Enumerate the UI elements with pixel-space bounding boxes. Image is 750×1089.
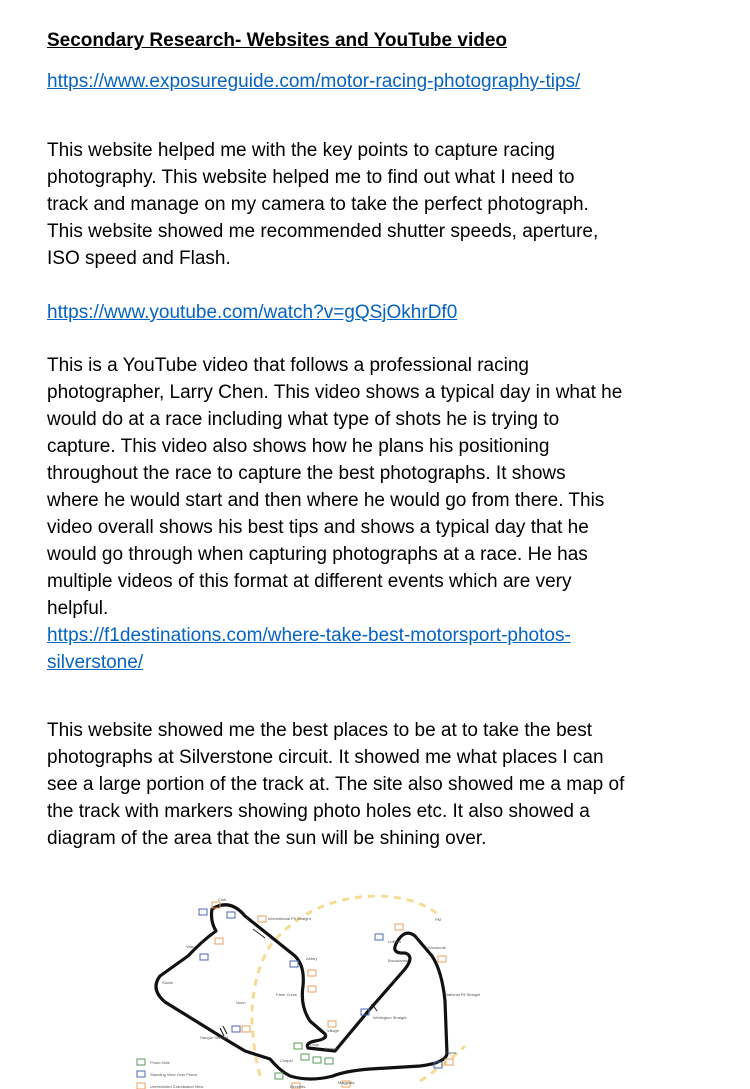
text-line: the track with markers showing photo holes etc. It also showed a — [47, 801, 590, 822]
camera-icon — [308, 986, 316, 992]
text-line: photographs at Silverstone circuit. It showed me what places I can — [47, 747, 604, 768]
camera-icon — [199, 909, 207, 915]
text-line: throughout the race to capture the best photographs. It shows — [47, 463, 566, 484]
corner-label: Village — [327, 1028, 339, 1033]
corner-label: Maggotts — [338, 1080, 355, 1085]
corner-label: Abbey — [306, 956, 318, 961]
paragraph-f1destinations — [47, 717, 707, 852]
text-line: photographer, Larry Chen. This video shows a typical day in what he — [47, 382, 623, 403]
text-line: ISO speed and Flash. — [47, 248, 231, 269]
camera-icon — [258, 916, 266, 922]
corner-label: Copse — [445, 1050, 457, 1055]
corner-label: International Pit Straight — [268, 916, 311, 921]
text-line: photography. This website helped me to find out what I need to — [47, 167, 575, 188]
text-line: would go through when capturing photographs at a race. He has — [47, 544, 588, 565]
text-line: This website showed me the best places to be at to take the best — [47, 720, 592, 741]
corner-label: Vale — [186, 944, 194, 949]
silverstone-map — [120, 876, 480, 1089]
link-f1destinations-1[interactable]: https://f1destinations.com/where-take-best-motorsport-photos- — [47, 625, 571, 646]
paragraph-exposureguide — [47, 137, 707, 272]
legend-label: Photo Hole — [150, 1060, 170, 1065]
camera-icon — [395, 924, 403, 930]
link-f1destinations-2[interactable]: silverstone/ — [47, 652, 144, 673]
text-line: capture. This video also shows how he plans his positioning — [47, 436, 550, 457]
text-line: This is a YouTube video that follows a professional racing — [47, 355, 529, 376]
camera-icon — [290, 961, 298, 967]
text-line: diagram of the area that the sun will be shining over. — [47, 828, 487, 849]
corner-label: Farm Curve — [276, 992, 298, 997]
camera-icon — [242, 1026, 250, 1032]
corner-label: Stowe — [162, 980, 174, 985]
camera-icon — [308, 970, 316, 976]
legend-grandstand-icon — [137, 1083, 145, 1089]
corner-label: Chapel — [280, 1058, 293, 1063]
corner-label: Hangar Straight — [200, 1035, 229, 1040]
legend-standing-view-icon — [137, 1071, 145, 1077]
text-line: This website helped me with the key points to capture racing — [47, 140, 555, 161]
corner-label: Becketts — [290, 1084, 306, 1089]
legend-label: Standing View Over Fence — [150, 1072, 198, 1077]
camera-icon — [301, 1054, 309, 1060]
text-line: track and manage on my camera to take the perfect photograph. — [47, 194, 589, 215]
camera-icon — [294, 1043, 302, 1049]
camera-icon — [375, 934, 383, 940]
start-mark — [223, 1026, 227, 1034]
sun-label-noon: Noon — [236, 1000, 246, 1005]
paragraph-youtube — [47, 352, 707, 622]
corner-label: Woodcote — [428, 945, 446, 950]
legend-label: Unrestricted Grandstand View — [150, 1084, 204, 1089]
text-line: multiple videos of this format at different events which are very — [47, 571, 572, 592]
corner-label: Aintree — [324, 1046, 337, 1051]
camera-icon — [200, 954, 208, 960]
circuit-track — [156, 905, 447, 1079]
text-line: This website showed me recommended shutter speeds, aperture, — [47, 221, 599, 242]
camera-icon — [215, 938, 223, 944]
corner-label: Wellington Straight — [373, 1015, 407, 1020]
text-line: see a large portion of the track at. The site also showed me a map of — [47, 774, 625, 795]
link-exposureguide[interactable]: https://www.exposureguide.com/motor-racing-photography-tips/ — [47, 71, 581, 92]
camera-icon — [232, 1026, 240, 1032]
camera-icon — [438, 956, 446, 962]
text-line: where he would start and then where he would go from there. This — [47, 490, 605, 511]
camera-icon — [328, 1021, 336, 1027]
sun-arc — [252, 896, 440, 1076]
sun-label-pm: PM — [435, 917, 441, 922]
camera-icon — [313, 1057, 321, 1063]
text-line: video overall shows his best tips and shows a typical day that he — [47, 517, 589, 538]
track-map-svg — [120, 876, 480, 1089]
corner-label: Luffield — [388, 939, 401, 944]
corner-label: Club — [218, 897, 227, 902]
legend-photo-hole-icon — [137, 1059, 145, 1065]
corner-label: Brooklands — [388, 958, 409, 963]
camera-icon — [325, 1058, 333, 1064]
text-line: would do at a race including what type of shots he is trying to — [47, 409, 560, 430]
link-youtube[interactable]: https://www.youtube.com/watch?v=gQSjOkhrDf0 — [47, 302, 458, 323]
text-line: helpful. — [47, 598, 109, 619]
page-title: Secondary Research- Websites and YouTube video — [47, 30, 508, 51]
corner-label: National Pit Straight — [445, 992, 480, 997]
camera-icon — [227, 912, 235, 918]
camera-icon — [275, 1073, 283, 1079]
corner-label: Loop — [310, 1042, 319, 1047]
